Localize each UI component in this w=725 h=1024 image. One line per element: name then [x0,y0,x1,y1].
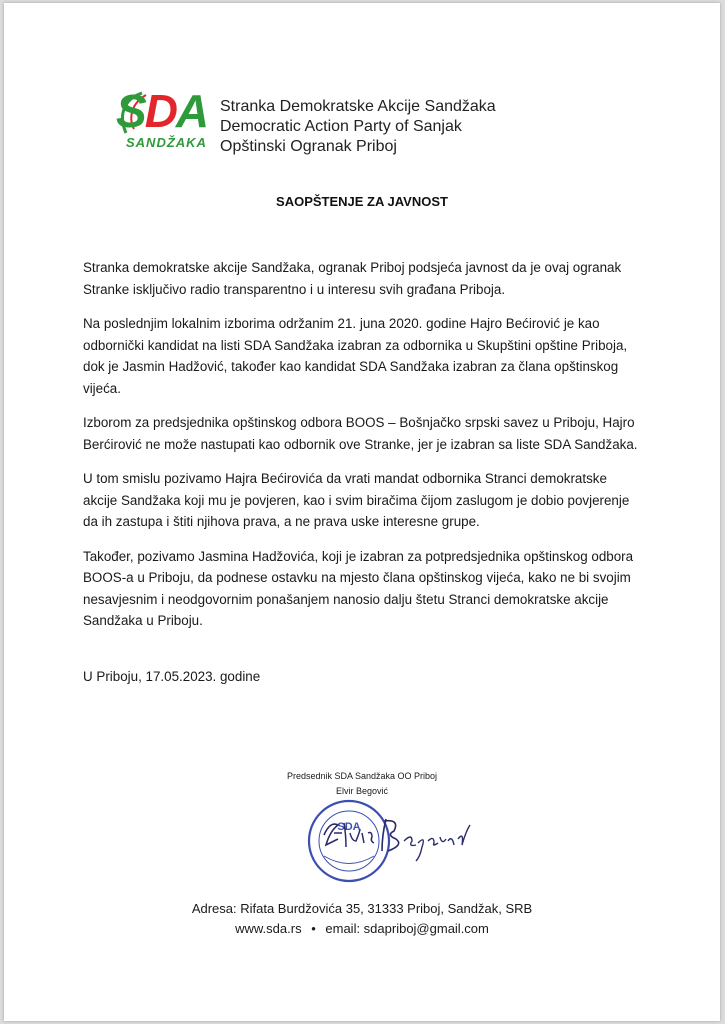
email-link[interactable]: email: sdapriboj@gmail.com [325,921,489,936]
svg-text:SDA: SDA [337,821,361,833]
document-page [4,3,720,1021]
paragraph: Stranka demokratske akcije Sandžaka, ogranak Priboj podsjeća javnost da je ovaj ogranak Stranke isključivo radio transparentno i u interesu svih građana Priboja. [83,260,622,297]
paragraph: U tom smislu pozivamo Hajra Bećirovića da vrati mandat odbornika Stranci demokratske akcije Sandžaka koji mu je povjeren, kao i svim biračima čijom zaslugom je dobio povjerenje da ih zastupa i štiti njihova prava, a ne prava uske interesne grupe. [83,471,630,529]
handwritten-signature-icon [316,811,476,871]
letterhead-line-2: Democratic Action Party of Sanjak [220,118,462,135]
signer-title: Predsednik SDA Sandžaka OO Priboj [286,771,438,781]
letterhead-line-1: Stranka Demokratske Akcije Sandžaka [220,98,496,115]
letterhead [220,97,496,157]
footer-address: Adresa: Rifata Burdžovića 35, 31333 Priboj, Sandžak, SRB [191,901,533,916]
footer-links [4,919,720,939]
signer-block [4,769,720,799]
sda-logo [112,87,218,159]
document-body [83,257,643,645]
logo-subtitle: SANDŽAKA [126,135,207,150]
website-link[interactable]: www.sda.rs [235,921,302,936]
separator-dot: • [311,921,316,936]
logo-wordmark: SDA [116,85,208,137]
footer-contact [4,899,720,939]
signer-name: Elvir Begović [335,786,389,796]
date-line: U Priboju, 17.05.2023. godine [83,669,261,684]
paragraph: Izborom za predsjednika opštinskog odbora BOOS – Bošnjačko srpski savez u Priboju, Hajro Berćirović ne može nastupati kao odbornik ove Stranke, jer je izabran sa liste SDA Sandžaka. [83,415,638,452]
paragraph: Također, pozivamo Jasmina Hadžovića, koji je izabran za potpredsjednika opštinskog odbora BOOS-a u Priboju, da podnese ostavku na mjesto člana opštinskog vijeća, kako ne bi svojim nesavjesnim i neodgovornim ponašanjem nanosio dalju štetu Stranci demokratske akcije Sandžaka u Priboju. [83,548,634,628]
document-title: SAOPŠTENJE ZA JAVNOST [276,194,448,209]
letterhead-line-3: Opštinski Ogranak Priboj [220,138,397,155]
paragraph: Na poslednjim lokalnim izborima održanim 21. juna 2020. godine Hajro Bećirović je kao odbornički kandidat na listi SDA Sandžaka izabran za odbornika u Skupštini opštine Priboja, dok je Jasmin Hadžović, također kao kandidat SDA Sandžaka izabran za člana opštinskog vijeća. [83,316,628,396]
